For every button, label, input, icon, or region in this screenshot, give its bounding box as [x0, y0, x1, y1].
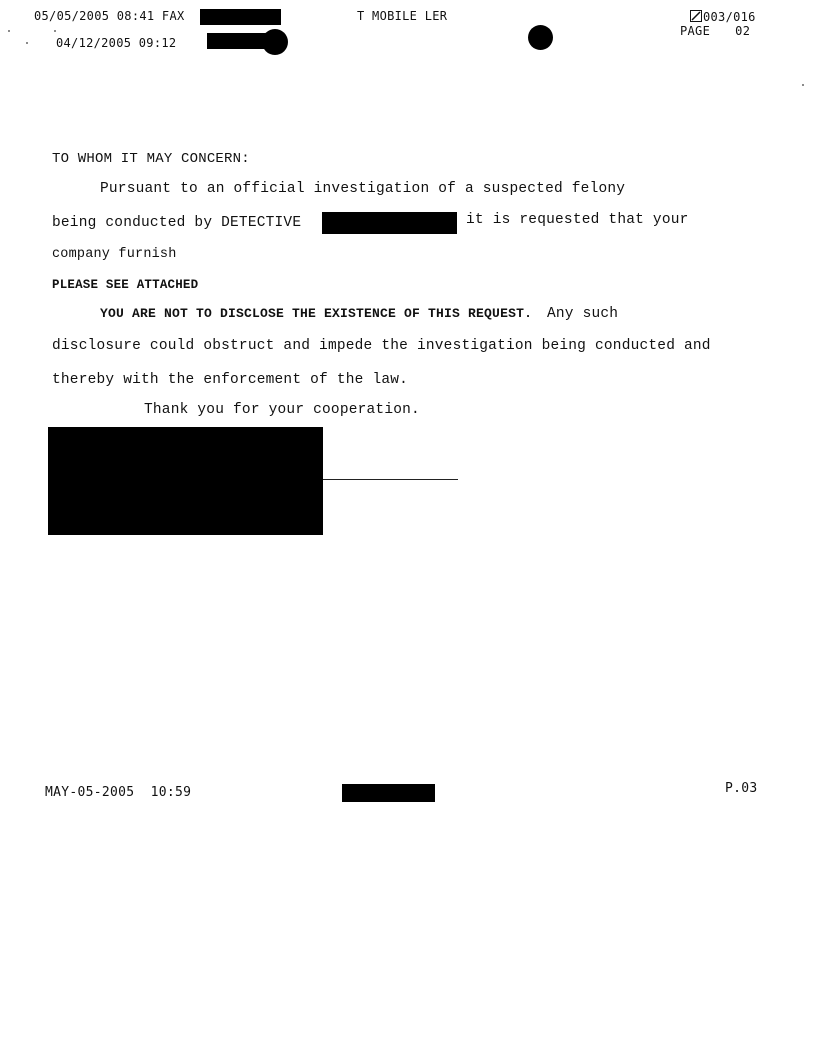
- signature-redaction: [48, 427, 323, 535]
- fax-header-datetime-2: 04/12/2005 09:12: [56, 36, 177, 50]
- fax-page-count-text: 003/016: [703, 10, 756, 24]
- redaction-dot: [262, 29, 288, 55]
- fax-header-sender: T MOBILE LER: [357, 9, 448, 23]
- fax-icon: [690, 10, 702, 22]
- scan-speck: [8, 30, 10, 32]
- footer-datetime: MAY-05-2005 10:59: [45, 785, 192, 800]
- paragraph-2-line-2: disclosure could obstruct and impede the investigation being conducted and: [52, 338, 711, 354]
- redaction-block: [200, 9, 281, 25]
- redaction-block: [342, 784, 435, 802]
- paragraph-2-line-1-rest: Any such: [546, 306, 619, 322]
- scan-speck: [802, 84, 804, 86]
- paragraph-1-line-1: Pursuant to an official investigation of a suspected felony: [100, 181, 626, 197]
- paragraph-1-line-2-end: it is requested that your: [466, 212, 689, 228]
- paragraph-1-line-3: company furnish: [52, 247, 177, 262]
- paragraph-2-line-3: thereby with the enforcement of the law.: [52, 372, 409, 388]
- paragraph-1-line-2-start: being conducted by DETECTIVE: [52, 215, 302, 231]
- signature-line: [323, 479, 458, 480]
- paragraph-2-line-1: [100, 306, 618, 322]
- redaction-block: [322, 212, 457, 234]
- footer-page: P.03: [725, 781, 758, 796]
- redaction-dot: [528, 25, 553, 50]
- scan-speck: [26, 42, 28, 44]
- non-disclosure-warning: YOU ARE NOT TO DISCLOSE THE EXISTENCE OF THIS REQUEST.: [100, 306, 533, 321]
- fax-header-page-count: [690, 9, 756, 24]
- attached-notice: PLEASE SEE ATTACHED: [52, 278, 199, 292]
- page-number: 02: [735, 24, 751, 38]
- fax-header-page: [680, 24, 750, 38]
- page-label: PAGE: [680, 24, 711, 38]
- salutation: TO WHOM IT MAY CONCERN:: [52, 151, 250, 167]
- fax-header-datetime: 05/05/2005 08:41 FAX: [34, 9, 185, 23]
- scan-speck: [54, 30, 56, 32]
- closing-thanks: Thank you for your cooperation.: [144, 402, 420, 418]
